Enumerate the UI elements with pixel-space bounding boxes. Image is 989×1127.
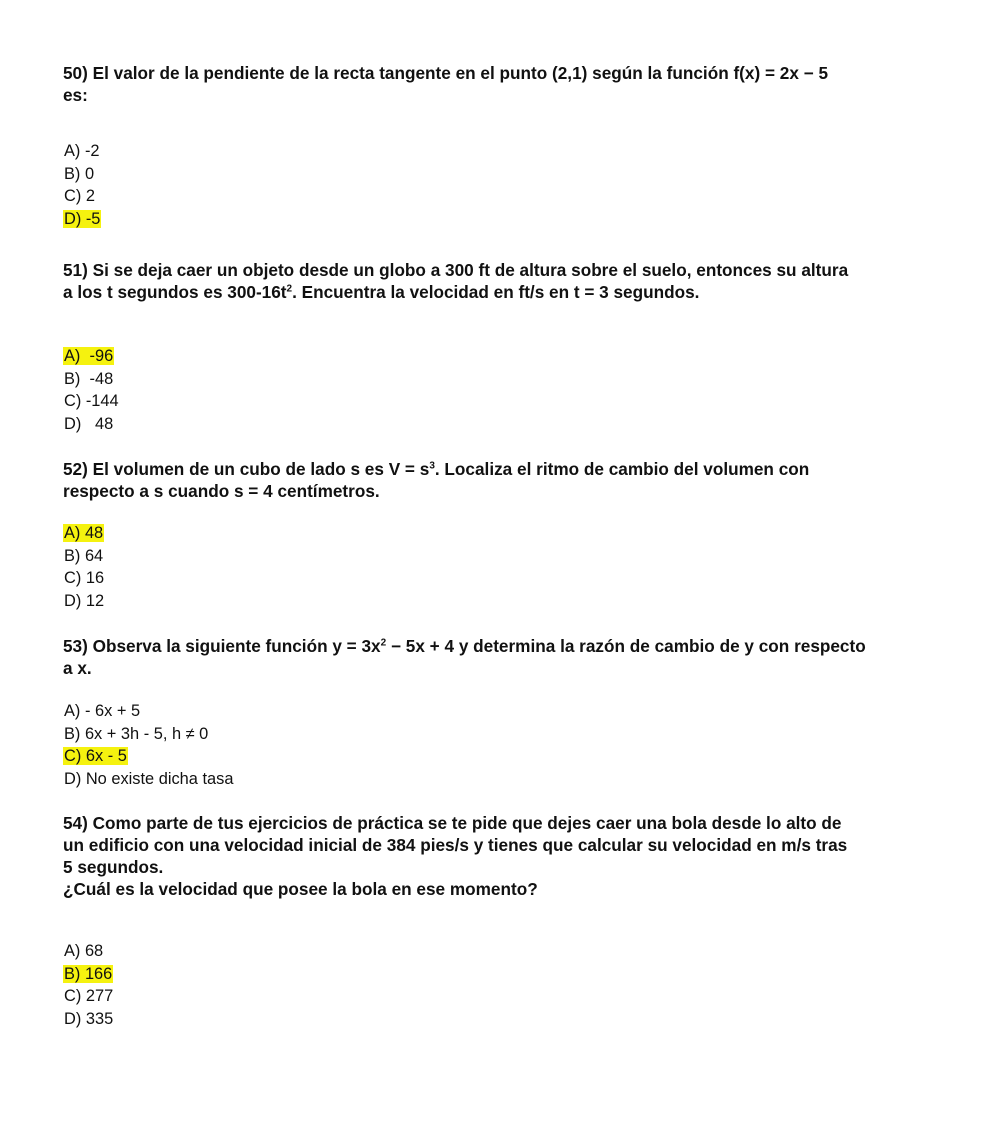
option-c[interactable]: C) 277 <box>64 987 114 1005</box>
question-number: 50) <box>63 63 88 83</box>
option-c[interactable]: C) 16 <box>64 569 105 587</box>
question-53 <box>63 635 943 790</box>
question-52-text: 52) El volumen de un cubo de lado s es $V = s^3$. Localiza el ritmo de cambio del volumen con respecto a s cuando s = 4 centímetros. <box>63 459 810 501</box>
option-d[interactable]: D) 48 <box>64 414 114 433</box>
option-b[interactable]: B) 166 <box>64 964 113 983</box>
option-b[interactable]: B) 6x + 3h - 5, h ≠ 0 <box>64 724 209 743</box>
options-list <box>63 940 943 1030</box>
question-number: 52) <box>63 459 88 479</box>
question-number: 54) <box>63 813 88 833</box>
question-50 <box>63 62 943 230</box>
option-d[interactable]: D) No existe dicha tasa <box>64 769 234 788</box>
option-c[interactable]: C) 6x - 5 <box>64 747 127 765</box>
question-54 <box>63 812 943 1030</box>
question-52 <box>63 458 943 612</box>
question-54-text: 54) Como parte de tus ejercicios de práctica se te pide que dejes caer una bola desde lo alto de un edificio con una velocidad inicial de 384 pies/s y tienes que calcular su velocidad en m/s tras 5 segundos. ¿Cuál es la velocidad que posee la bola en ese momento? <box>63 813 848 899</box>
options-list <box>63 700 943 790</box>
option-a[interactable]: A) - 6x + 5 <box>64 702 141 720</box>
option-a[interactable]: A) -96 <box>64 347 114 365</box>
question-number: 51) <box>63 260 88 280</box>
question-51-text: 51) Si se deja caer un objeto desde un globo a 300 ft de altura sobre el suelo, entonces su altura a los t segundos es $300-16t^2$. Encuentra la velocidad en ft/s en t = 3 segundos. <box>63 260 849 302</box>
option-d[interactable]: D) -5 <box>64 209 101 228</box>
question-number: 53) <box>63 636 88 656</box>
option-c[interactable]: C) -144 <box>64 392 119 410</box>
option-a[interactable]: A) 68 <box>64 942 104 960</box>
option-d[interactable]: D) 335 <box>64 1009 114 1028</box>
question-53-text: 53) Observa la siguiente función $y = 3x^2 - 5x + 4$ y determina la razón de cambio de y con respecto a x. <box>63 636 866 678</box>
option-b[interactable]: B) -48 <box>64 369 114 388</box>
option-c[interactable]: C) 2 <box>64 187 95 205</box>
option-b[interactable]: B) 0 <box>64 164 95 183</box>
question-50-text: 50) El valor de la pendiente de la recta tangente en el punto (2,1) según la función f(x) = 2x − 5 es: <box>63 63 829 105</box>
options-list <box>63 522 943 612</box>
option-a[interactable]: A) -2 <box>64 142 100 160</box>
options-list <box>63 140 943 230</box>
options-list <box>63 345 943 435</box>
question-51 <box>63 259 943 435</box>
option-a[interactable]: A) 48 <box>64 524 104 542</box>
option-b[interactable]: B) 64 <box>64 546 104 565</box>
option-d[interactable]: D) 12 <box>64 591 105 610</box>
